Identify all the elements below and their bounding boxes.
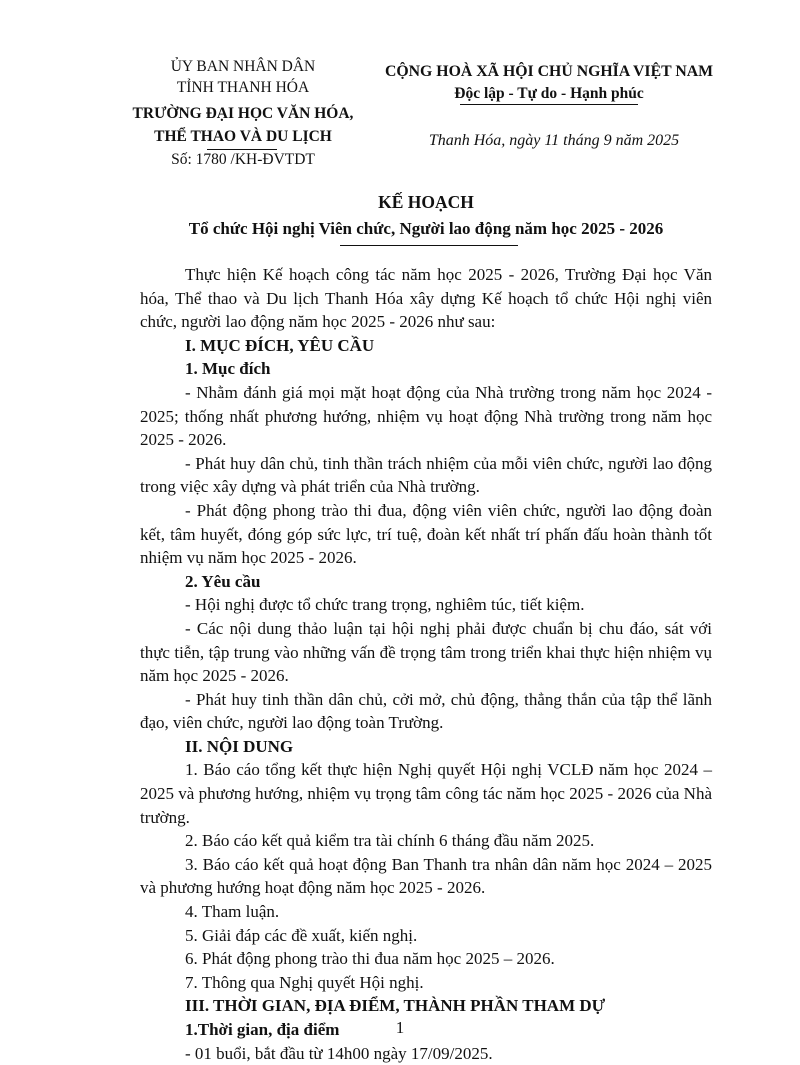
content-item-7: 7. Thông qua Nghị quyết Hội nghị. xyxy=(185,972,424,992)
intro-paragraph: Thực hiện Kế hoạch công tác năm học 2025 - 2026, Trường Đại học Văn hóa, Thể thao và Du lịch Thanh Hóa xây dựng Kế hoạch tổ chức Hội nghị viên chức, người lao động năm học 2025 - 2026 như sau: xyxy=(140,265,712,332)
content-item-1: 1. Báo cáo tổng kết thực hiện Nghị quyết Hội nghị VCLĐ năm học 2024 – 2025 và phương hướng, nhiệm vụ trọng tâm công tác năm học 2025 - 2026 của Nhà trường. xyxy=(140,760,712,827)
content-item-3: 3. Báo cáo kết quả hoạt động Ban Thanh tra nhân dân năm học 2024 – 2025 và phương hướng hoạt động năm học 2025 - 2026. xyxy=(140,854,712,898)
agency-name: ỦY BAN NHÂN DÂN xyxy=(170,58,316,75)
content-item-6: 6. Phát động phong trào thi đua năm học 2025 – 2026. xyxy=(185,949,555,969)
national-motto: Độc lập - Tự do - Hạnh phúc xyxy=(454,85,644,102)
section-2-heading: II. NỘI DUNG xyxy=(185,736,294,756)
section-3-heading: III. THỜI GIAN, ĐỊA ĐIỂM, THÀNH PHẦN THAM DỰ xyxy=(185,996,606,1016)
country-name: CỘNG HOÀ XÃ HỘI CHỦ NGHĨA VIỆT NAM xyxy=(384,63,714,80)
document-subtitle: Tổ chức Hội nghị Viên chức, Người lao động năm học 2025 - 2026 xyxy=(188,219,664,238)
time-place-item-1: - 01 buổi, bắt đầu từ 14h00 ngày 17/09/2025. xyxy=(185,1043,493,1063)
subtitle-underline xyxy=(340,245,518,246)
section-1-2-heading: 2. Yêu cầu xyxy=(185,571,261,591)
purpose-item-1: - Nhằm đánh giá mọi mặt hoạt động của Nhà trường trong năm học 2024 - 2025; thống nhất phương hướng, nhiệm vụ hoạt động Nhà trường trong năm học 2025 - 2026. xyxy=(140,382,712,450)
section-1-1-heading: 1. Mục đích xyxy=(185,359,271,379)
purpose-item-3: - Phát động phong trào thi đua, động viên viên chức, người lao động đoàn kết, tâm huyết, đóng góp sức lực, trí tuệ, đoàn kết nhất trí phấn đấu hoàn thành tốt nhiệm vụ năm học 2025 - 2026. xyxy=(140,500,712,568)
document-number: Số: 1780 /KH-ĐVTDT xyxy=(171,151,315,168)
section-1-heading: I. MỤC ĐÍCH, YÊU CẦU xyxy=(185,335,375,355)
content-item-5: 5. Giải đáp các đề xuất, kiến nghị. xyxy=(185,925,418,945)
requirement-item-2: - Các nội dung thảo luận tại hội nghị phải được chuẩn bị chu đáo, sát với thực tiễn, tập trung vào những vấn đề trọng tâm trong triển khai thực hiện nhiệm vụ năm học 2025 - 2026. xyxy=(140,618,712,686)
school-name-line2: THỂ THAO VÀ DU LỊCH xyxy=(154,128,332,145)
motto-underline xyxy=(460,104,638,105)
requirement-item-1: - Hội nghị được tổ chức trang trọng, nghiêm túc, tiết kiệm. xyxy=(185,595,585,615)
content-item-4: 4. Tham luận. xyxy=(185,902,280,922)
section-3-1-heading: 1.Thời gian, địa điểm xyxy=(185,1020,340,1039)
document-title: KẾ HOẠCH xyxy=(378,192,474,212)
requirement-item-3: - Phát huy tinh thần dân chủ, cởi mở, chủ động, thẳng thắn của tập thể lãnh đạo, viên chức, người lao động toàn Trường. xyxy=(140,689,712,733)
school-name-line1: TRƯỜNG ĐẠI HỌC VĂN HÓA, xyxy=(132,105,354,122)
page-number: 1 xyxy=(395,1018,405,1037)
province-name: TỈNH THANH HÓA xyxy=(176,79,310,96)
purpose-item-2: - Phát huy dân chủ, tinh thần trách nhiệm của mỗi viên chức, người lao động trong việc xây dựng và phát triển của Nhà trường. xyxy=(140,453,712,497)
issue-date: Thanh Hóa, ngày 11 tháng 9 năm 2025 xyxy=(428,132,680,149)
document-body xyxy=(140,263,712,1065)
content-item-2: 2. Báo cáo kết quả kiểm tra tài chính 6 tháng đầu năm 2025. xyxy=(185,831,595,851)
